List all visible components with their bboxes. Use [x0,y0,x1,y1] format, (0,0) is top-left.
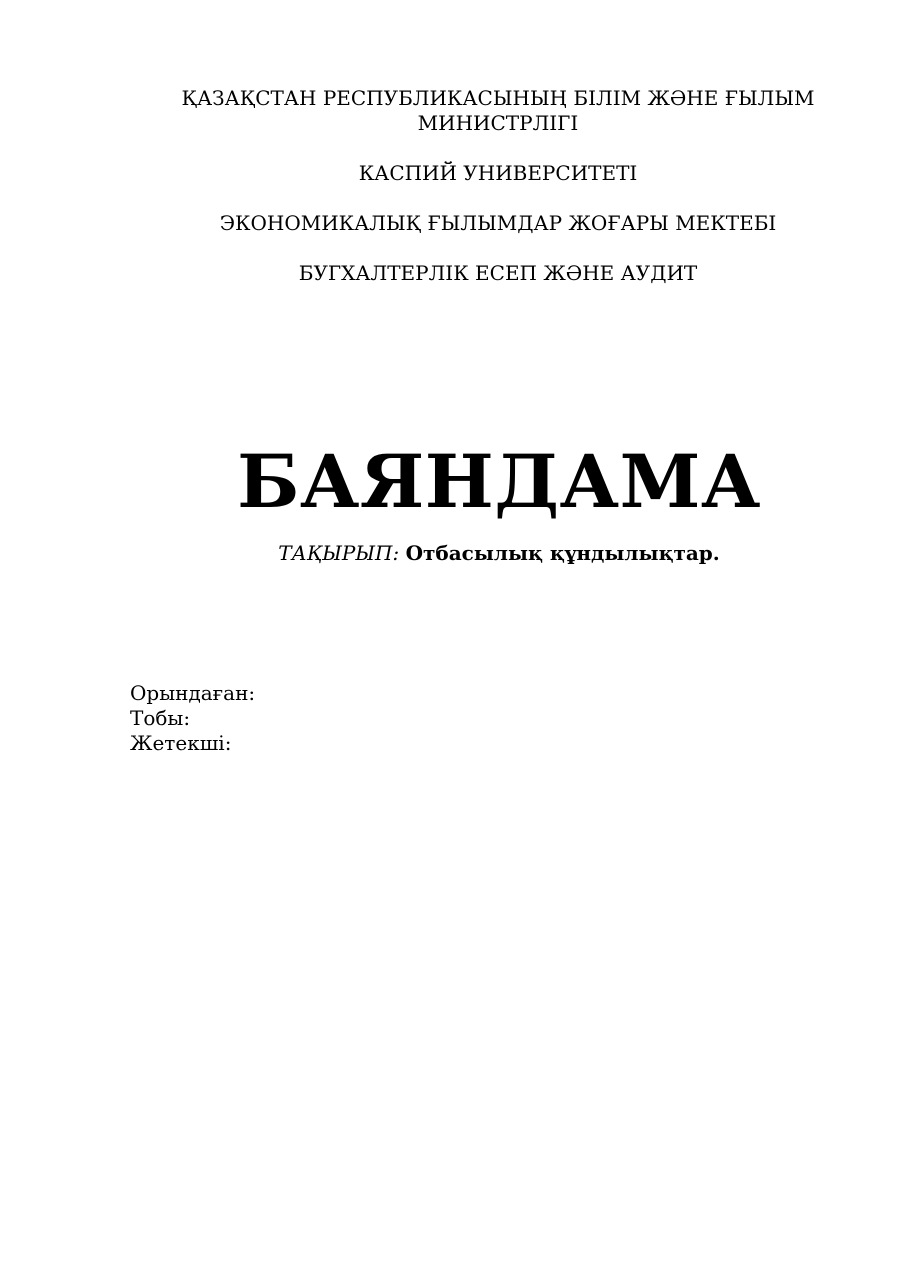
performed-by-label: Орындаған: [130,681,256,705]
topic-label: ТАҚЫРЫП: [278,541,400,565]
ministry-name: ҚАЗАҚСТАН РЕСПУБЛИКАСЫНЫҢ БІЛІМ ЖӘНЕ ҒЫЛЫМ МИНИСТРЛІГІ [181,86,815,135]
title-page-header [150,86,846,311]
department-name: БУГХАЛТЕРЛІК ЕСЕП ЖӘНЕ АУДИТ [298,261,698,285]
supervisor-label: Жетекші: [130,731,232,755]
topic-line [0,541,910,566]
document-title: БАЯНДАМА [237,439,761,525]
group-label: Тобы: [130,706,191,730]
school-name: ЭКОНОМИКАЛЫҚ ҒЫЛЫМДАР ЖОҒАРЫ МЕКТЕБІ [219,211,777,235]
topic-value: Отбасылық құндылықтар. [405,541,720,565]
university-name: КАСПИЙ УНИВЕРСИТЕТІ [358,161,638,185]
author-info [130,681,255,756]
